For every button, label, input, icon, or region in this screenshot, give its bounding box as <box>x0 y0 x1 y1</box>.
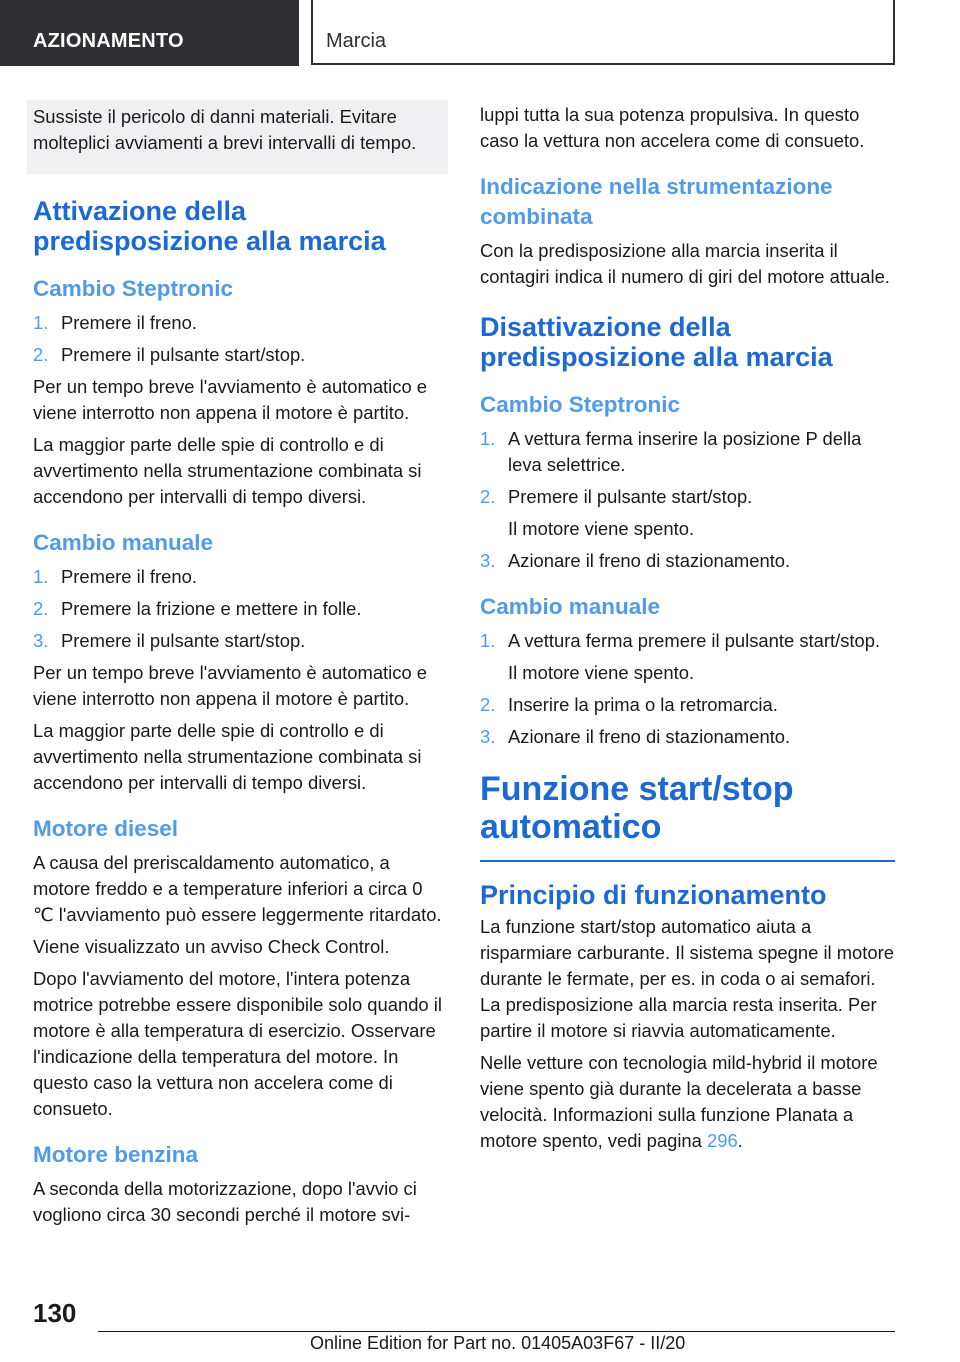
paragraph: Con la predisposizione alla marcia inserita il contagiri indica il numero di giri del motore attuale. <box>480 240 890 287</box>
step-number: 1. <box>480 630 496 651</box>
paragraph: Per un tempo breve l'avviamento è automatico e viene interrotto non appena il motore è partito. <box>33 662 428 709</box>
paragraph: La maggior parte delle spie di controllo e di avvertimento nella strumentazione combinata si accendono per intervalli di tempo diversi. <box>33 434 422 507</box>
paragraph: A seconda della motorizzazione, dopo l'avvio ci vogliono circa 30 secondi perché il motore svi- <box>33 1178 417 1225</box>
chapter-title: Marcia <box>311 0 895 65</box>
manual-steps <box>33 564 448 654</box>
page-link[interactable]: 296 <box>706 1130 738 1151</box>
step-number: 3. <box>480 550 496 571</box>
step-number: 1. <box>33 312 49 333</box>
list-item: 2. Inserire la prima o la retromarcia. <box>480 692 895 718</box>
left-column <box>33 100 448 1234</box>
list-item: 3. Premere il pulsante start/stop. <box>33 628 448 654</box>
paragraph: La funzione start/stop automatico aiuta a risparmiare carburante. Il sistema spegne il motore durante le fermate, per es. in coda o ai semafori. La predisposizione alla marcia resta inserita. Per partire il motore si riavvia automaticamente. <box>480 916 894 1041</box>
right-column <box>480 100 895 1160</box>
warning-text: Sussiste il pericolo di danni materiali. Evitare molteplici avviamenti a brevi intervalli di tempo. <box>33 106 417 153</box>
heading-manual: Cambio manuale <box>33 530 214 555</box>
list-item: 1. A vettura ferma premere il pulsante start/stop. Il motore viene spento. <box>480 628 895 686</box>
paragraph: Dopo l'avviamento del motore, l'intera potenza motrice potrebbe essere disponibile solo quando il motore è alla temperatura di esercizio. Osservare l'indicazione della temperatura del motore. In questo caso la vettura non accelera come di consueto. <box>33 968 442 1119</box>
step-result: Il motore viene spento. <box>508 662 695 683</box>
heading-activation: Attivazione della predisposizione alla marcia <box>33 196 386 256</box>
heading-diesel: Motore diesel <box>33 816 179 841</box>
list-item: 2. Premere il pulsante start/stop. <box>33 342 448 368</box>
steptronic-steps <box>480 426 895 574</box>
heading-steptronic: Cambio Steptronic <box>33 276 234 301</box>
paragraph: luppi tutta la sua potenza propulsiva. In questo caso la vettura non accelera come di consueto. <box>480 104 865 151</box>
step-number: 1. <box>480 428 496 449</box>
list-item: 1. A vettura ferma inserire la posizione P della leva selettrice. <box>480 428 862 475</box>
heading-startstop: Funzione start/stop automatico <box>480 770 794 846</box>
paragraph: Nelle vetture con tecnologia mild-hybrid il motore viene spento già durante la decelerata a basse velocità. Informazioni sulla funzione Planata a motore spento, vedi pagina 296. <box>480 1052 878 1151</box>
step-number: 3. <box>480 726 496 747</box>
step-number: 2. <box>33 344 49 365</box>
paragraph: A causa del preriscaldamento automatico, a motore freddo e a temperature inferiori a circa 0 ℃ l'avviamento può essere leggermente ritardato. <box>33 852 442 925</box>
list-item: 1. Premere il freno. <box>33 310 448 336</box>
paragraph: Viene visualizzato un avviso Check Control. <box>33 936 390 957</box>
heading-manual: Cambio manuale <box>480 594 661 619</box>
list-item: 3. Azionare il freno di stazionamento. <box>480 724 895 750</box>
step-number: 2. <box>480 486 496 507</box>
list-item: 1. Premere il freno. <box>33 564 448 590</box>
step-number: 1. <box>33 566 49 587</box>
footer-rule <box>98 1331 895 1332</box>
paragraph: Per un tempo breve l'avviamento è automatico e viene interrotto non appena il motore è partito. <box>33 376 428 423</box>
step-number: 2. <box>480 694 496 715</box>
list-item: 2. Premere la frizione e mettere in folle. <box>33 596 448 622</box>
section-label: AZIONAMENTO <box>0 0 299 66</box>
paragraph: La maggior parte delle spie di controllo e di avvertimento nella strumentazione combinata si accendono per intervalli di tempo diversi. <box>33 720 422 793</box>
heading-petrol: Motore benzina <box>33 1142 199 1167</box>
edition-note: Online Edition for Part no. 01405A03F67 - II/20 <box>310 1333 686 1353</box>
step-number: 3. <box>33 630 49 651</box>
step-number: 2. <box>33 598 49 619</box>
manual-steps <box>480 628 895 750</box>
heading-display: Indicazione nella strumentazione combinata <box>480 174 833 229</box>
step-result: Il motore viene spento. <box>508 518 695 539</box>
warning-box <box>27 100 448 174</box>
heading-rule <box>480 860 895 862</box>
page-number: 130 <box>33 1298 77 1328</box>
heading-deactivation: Disattivazione della predisposizione alla marcia <box>480 312 833 372</box>
heading-principle: Principio di funzionamento <box>480 880 827 910</box>
steptronic-steps <box>33 310 448 368</box>
page-header <box>0 0 960 66</box>
list-item: 3. Azionare il freno di stazionamento. <box>480 548 895 574</box>
heading-steptronic: Cambio Steptronic <box>480 392 681 417</box>
list-item: 2. Premere il pulsante start/stop. Il motore viene spento. <box>480 484 895 542</box>
